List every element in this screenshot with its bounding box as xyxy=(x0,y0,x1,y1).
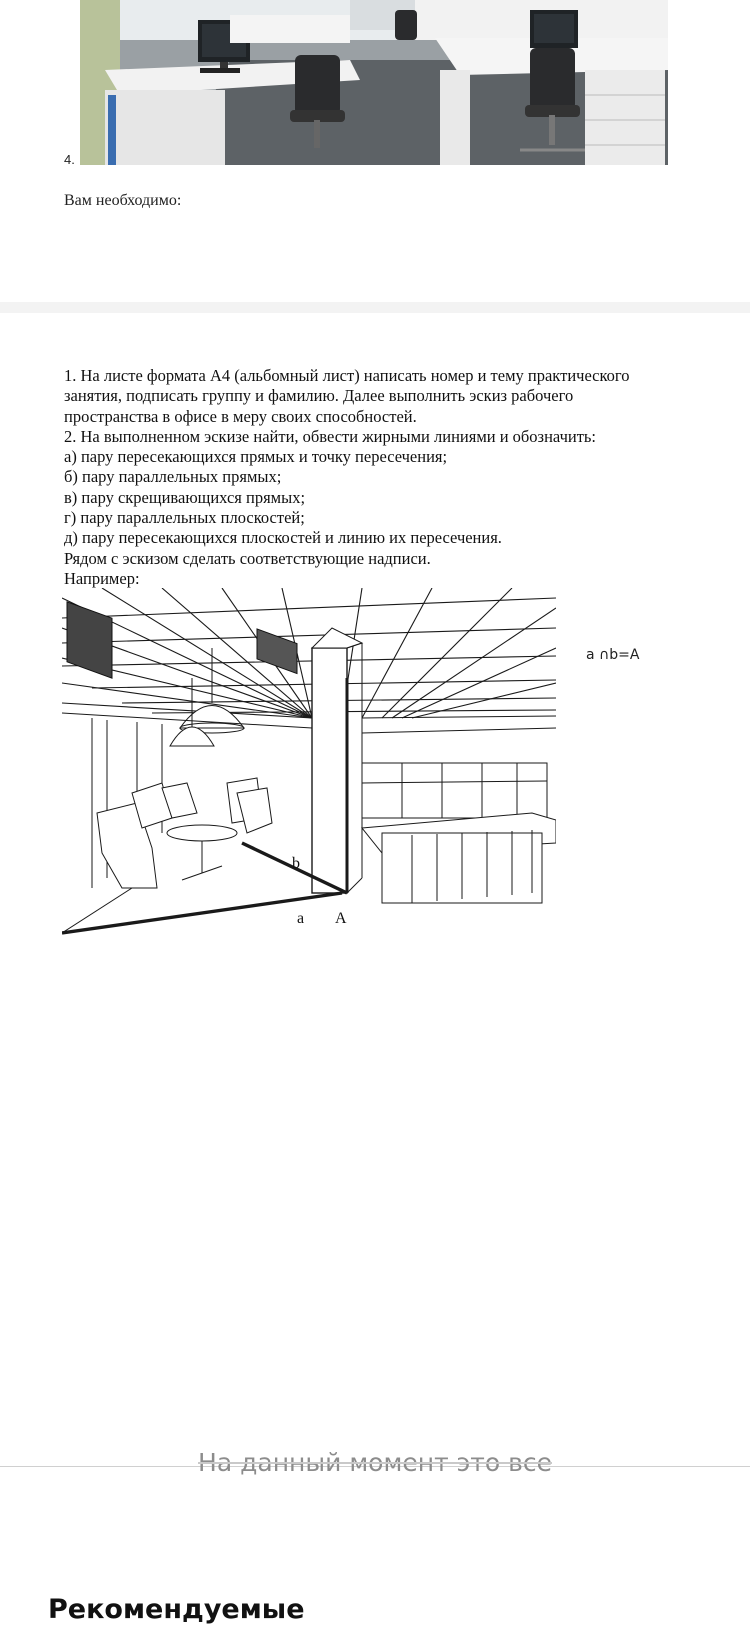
end-of-content-text xyxy=(0,1448,750,1477)
end-text-label: На данный момент это все xyxy=(198,1448,552,1477)
instruction-line: Например: xyxy=(64,568,140,588)
instruction-line: Рядом с эскизом сделать соответствующие надписи. xyxy=(64,548,431,568)
instruction-line: б) пару параллельных прямых; xyxy=(64,467,282,487)
sketch-label-point-A: A xyxy=(335,910,347,927)
instruction-line: д) пару пересекающихся плоскостей и линию их пересечения. xyxy=(64,528,502,548)
instruction-line: 2. На выполненном эскизе найти, обвести жирными линиями и обозначить: xyxy=(64,426,597,446)
instructions-block xyxy=(64,366,700,589)
intro-text: Вам необходимо: xyxy=(64,192,182,209)
instruction-line: г) пару параллельных плоскостей; xyxy=(64,508,305,528)
sketch-label-b: b xyxy=(292,855,300,872)
instruction-line: в) пару скрещивающихся прямых; xyxy=(64,487,306,507)
instruction-line: а) пару пересекающихся прямых и точку пересечения; xyxy=(64,447,448,467)
recommended-heading: Рекомендуемые xyxy=(48,1594,305,1625)
section-divider xyxy=(0,302,750,313)
list-item-number: 4. xyxy=(64,152,75,167)
office-photo xyxy=(80,0,668,165)
instruction-line: 1. На листе формата А4 (альбомный лист) написать номер и тему практического xyxy=(64,366,630,385)
instruction-line: занятия, подписать группу и фамилию. Далее выполнить эскиз рабочего xyxy=(64,386,574,406)
intersection-formula: a ∩b=A xyxy=(586,647,640,663)
sketch-label-a: a xyxy=(297,910,305,927)
office-sketch-illustration xyxy=(62,588,556,944)
instruction-line: пространства в офисе в меру своих способностей. xyxy=(64,406,417,426)
